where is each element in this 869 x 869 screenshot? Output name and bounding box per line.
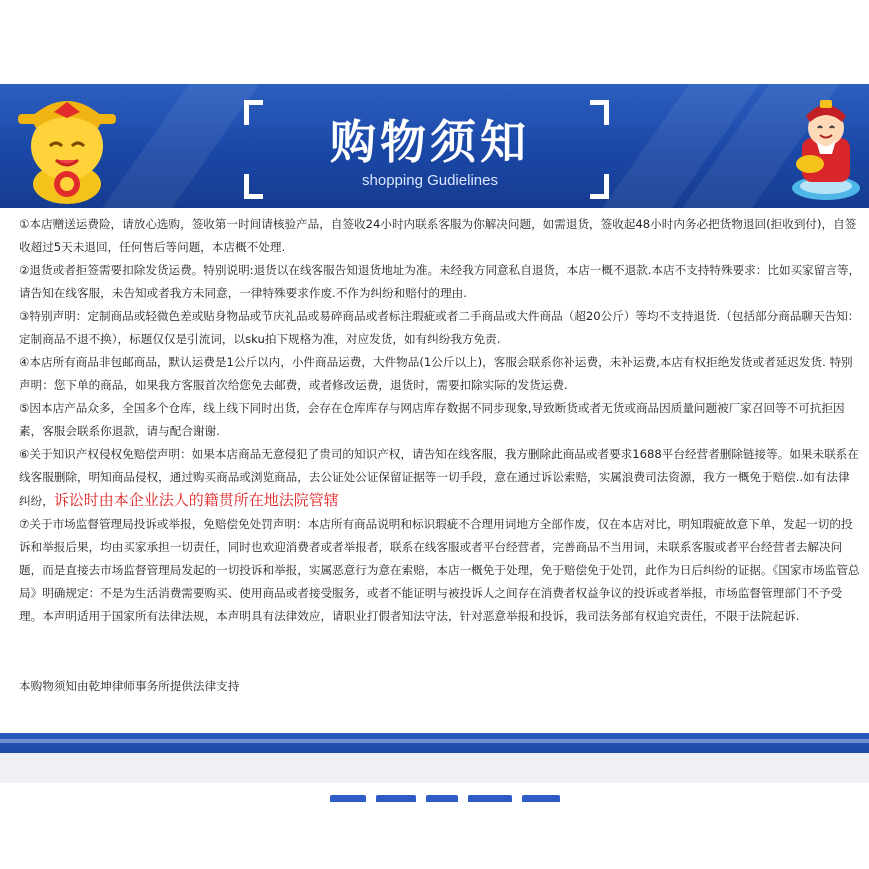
rule-item	[19, 443, 861, 513]
legal-support-note: 本购物须知由乾坤律师事务所提供法律支持	[19, 679, 240, 693]
rule-item: ④本店所有商品非包邮商品，默认运费是1公斤以内，小件商品运费，大件物品(1公斤以上)，客服会联系你补运费，未补运费,本店有权拒绝发货或者延迟发货. 特别声明：您下单的商品，如果我方客服首次给您免去邮费，或者修改运费，退货时，需要扣除实际的发货运费.	[19, 355, 853, 392]
mascot-left-icon	[12, 88, 122, 206]
next-section	[0, 753, 869, 869]
next-section-band	[0, 753, 869, 783]
mascot-right-icon	[786, 94, 866, 204]
page-subtitle: shopping Gudielines	[362, 172, 498, 189]
rules-list	[19, 213, 861, 628]
rule-item-text: ⑥关于知识产权侵权免赔偿声明：如果本店商品无意侵犯了贵司的知识产权，请告知在线客服，我方删除此商品或者要求1688平台经营者删除链接等。如果未联系在线客服删除，明知商品侵权，通过购买商品或浏览商品，去公证处公证保留证据等一切手段，意在通过诉讼索赔，实属浪费司法资源，我方一概免于赔偿..如有法律纠纷，	[19, 447, 859, 508]
rule-item: ③特别声明：定制商品或轻微色差或贴身物品或节庆礼品或易碎商品或者标注瑕疵或者二手商品或大件商品（超20公斤）等均不支持退货.（包括部分商品聊天告知：定制商品不退不换），标题仅仅是引流词，以sku拍下规格为准，对应发货，如有纠纷我方免责.	[19, 309, 860, 346]
next-section-title-clipped	[330, 790, 630, 802]
jurisdiction-highlight: 诉讼时由本企业法人的籍贯所在地法院管辖	[53, 491, 339, 509]
section-divider	[0, 733, 869, 753]
header-banner	[0, 84, 869, 208]
rule-item: ⑤因本店产品众多，全国多个仓库，线上线下同时出货，会存在仓库库存与网店库存数据不同步现象,导致断货或者无货或商品因质量问题被厂家召回等不可抗拒因素，客服会联系你退款，请与配合谢谢.	[19, 401, 845, 438]
rule-item: ①本店赠送运费险，请放心选购，签收第一时间请核验产品，自签收24小时内联系客服为你解决问题，如需退货，签收起48小时内务必把货物退回(拒收到付)，自签收超过5天未退回，任何售后等问题，本店概不处理.	[19, 217, 857, 254]
page-title: 购物须知	[330, 115, 530, 169]
rule-item: ⑦关于市场监督管理局投诉或举报，免赔偿免处罚声明：本店所有商品说明和标识瑕疵不合理用词地方全部作废，仅在本店对比，明知瑕疵故意下单，发起一切的投诉和举报后果，均由买家承担一切责任，同时也欢迎消费者或者举报者，联系在线客服或者平台经营者，完善商品不当用词，未联系客服或者平台经营者去解决问题，而是直接去市场监督管理局发起的一切投诉和举报，实属恶意行为意在索赔，本店一概免于处理，免于赔偿免于处罚，此作为日后纠纷的证据。《国家市场监管总局》明确规定：不是为生活消费需要购买、使用商品或者接受服务，或者不能证明与被投诉人之间存在消费者权益争议的投诉或者举报，市场监督管理部门不予受理。本声明适用于国家所有法律法规，本声明具有法律效应，请职业打假者知法守法，针对恶意举报和投诉，我司法务部有权追究责任，不限于法院起诉.	[19, 517, 860, 623]
rule-item: ②退货或者拒签需要扣除发货运费。特别说明:退货以在线客服告知退货地址为准。未经我方同意私自退货，本店一概不退款.本店不支持特殊要求：比如买家留言等，请告知在线客服，未告知或者我方未同意，一律特殊要求作废.不作为纠纷和赔付的理由.	[19, 263, 861, 300]
